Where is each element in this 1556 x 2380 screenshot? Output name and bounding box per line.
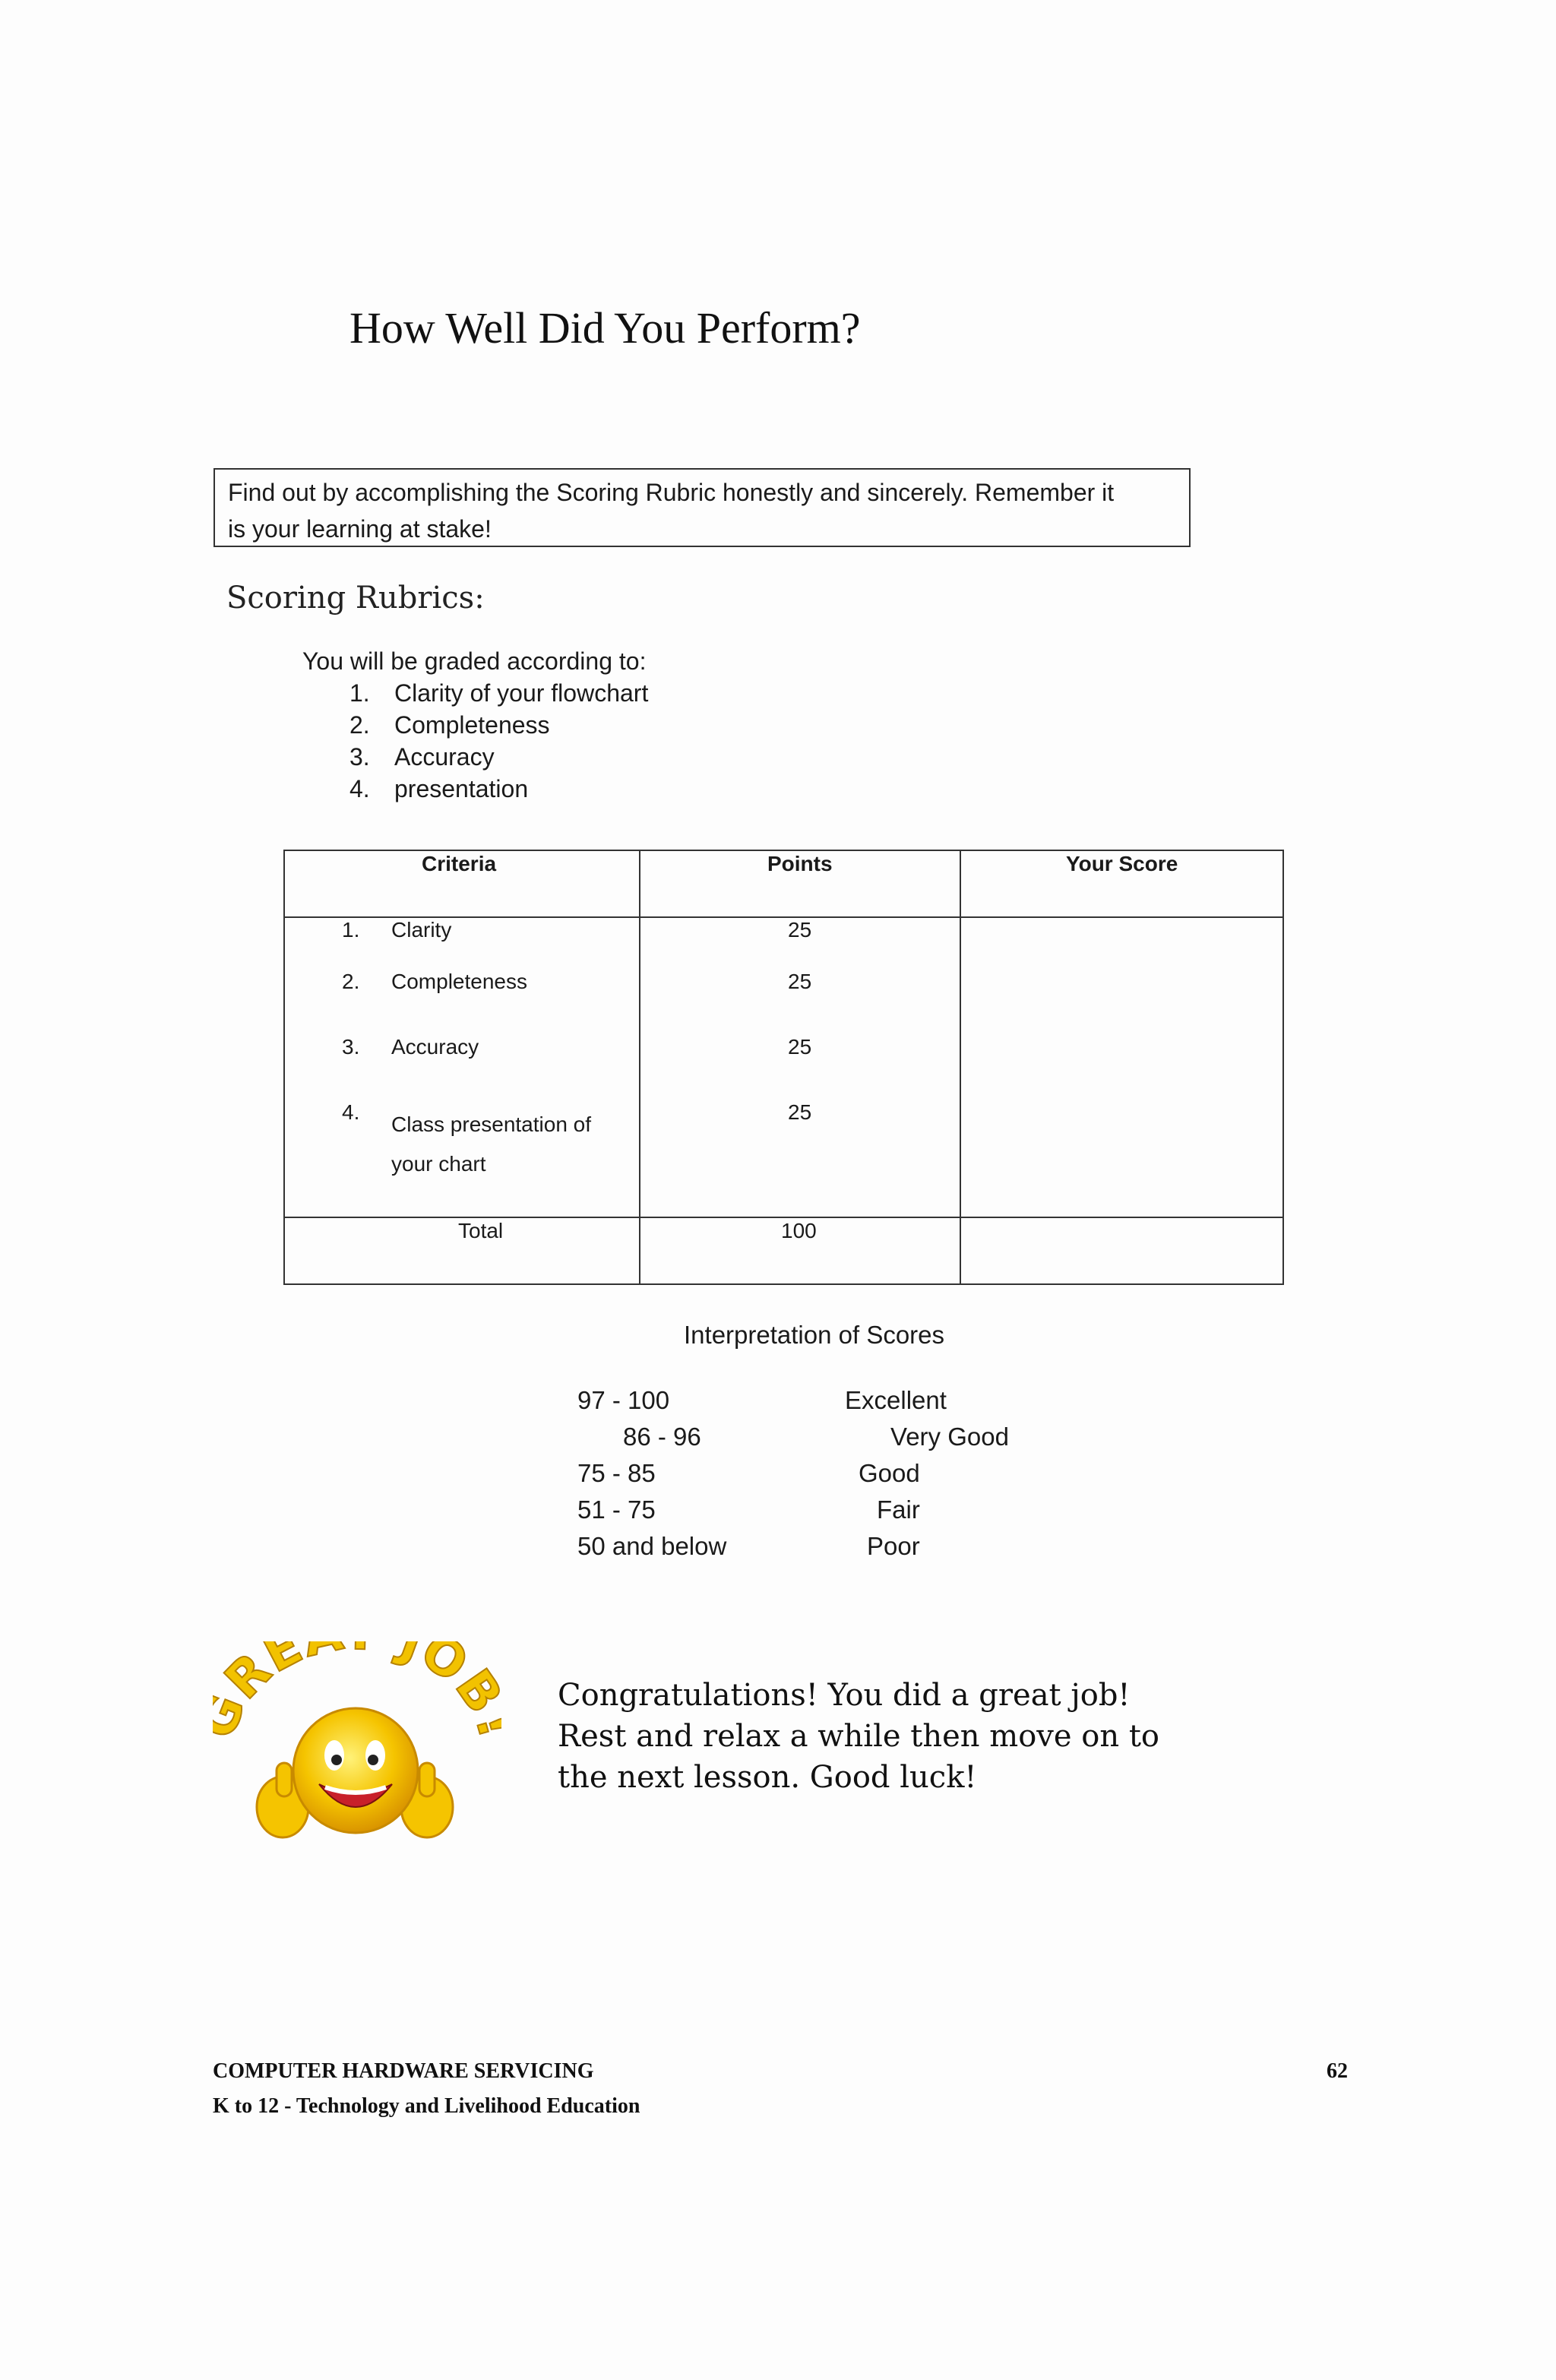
intro-line-2: is your learning at stake! [228, 515, 492, 543]
table-header-criteria: Criteria [422, 852, 497, 875]
score-range: 86 - 96 [623, 1423, 701, 1451]
score-range: 50 and below [577, 1532, 727, 1560]
score-range: 75 - 85 [577, 1459, 656, 1487]
table-row-points: 25 [788, 918, 812, 942]
page-title: How Well Did You Perform? [349, 303, 861, 353]
badge-text: RE JO [213, 1641, 480, 1711]
score-grade: Poor [867, 1532, 920, 1560]
score-grade: Excellent [845, 1386, 947, 1414]
table-total-label: Total [458, 1219, 504, 1242]
table-row-points: 25 [788, 1035, 812, 1059]
table-row-num: 3. [342, 1035, 360, 1059]
congrats-line-2: Rest and relax a while then move on to [558, 1719, 1159, 1754]
criteria-list-num: 4. [349, 775, 370, 802]
criteria-list-num: 1. [349, 679, 370, 707]
table-row-criterion: your chart [391, 1152, 486, 1176]
table-row-points: 25 [788, 970, 812, 993]
table-border [283, 1283, 1284, 1285]
table-header-points: Points [767, 852, 833, 875]
graded-intro: You will be graded according to: [302, 647, 647, 675]
criteria-list-item: presentation [394, 775, 529, 802]
table-row-points: 25 [788, 1100, 812, 1124]
score-range: 97 - 100 [577, 1386, 670, 1414]
table-row-num: 2. [342, 970, 360, 993]
table-row-criterion: Clarity [391, 918, 452, 942]
score-grade: Very Good [890, 1423, 1009, 1451]
interpretation-title: Interpretation of Scores [684, 1321, 945, 1349]
smiley-thumbs-up-icon [213, 1641, 501, 1847]
table-row-num: 1. [342, 918, 360, 942]
table-border [283, 850, 285, 1285]
table-row-criterion: Completeness [391, 970, 527, 993]
table-border [960, 850, 961, 1285]
table-border [639, 850, 640, 1285]
table-row-criterion: Class presentation of [391, 1112, 592, 1136]
score-range: 51 - 75 [577, 1495, 656, 1524]
congrats-line-3: the next lesson. Good luck! [558, 1760, 977, 1795]
footer-program: K to 12 - Technology and Livelihood Education [213, 2094, 640, 2118]
rubrics-heading: Scoring Rubrics: [226, 581, 485, 616]
table-border [283, 850, 1284, 851]
criteria-list-num: 3. [349, 743, 370, 771]
intro-line-1: Find out by accomplishing the Scoring Rubric honestly and sincerely. Remember it [228, 479, 1115, 506]
table-total-points: 100 [781, 1219, 817, 1242]
congrats-line-1: Congratulations! You did a great job! [558, 1678, 1131, 1713]
table-row-criterion: Accuracy [391, 1035, 479, 1059]
footer-subject: COMPUTER HARDWARE SERVICING [213, 2059, 594, 2083]
criteria-list-num: 2. [349, 711, 370, 739]
table-border [283, 1217, 1284, 1218]
score-grade: Good [859, 1459, 920, 1487]
great-job-badge [213, 1641, 501, 1847]
table-border [1282, 850, 1284, 1285]
table-header-score: Your Score [1066, 852, 1178, 875]
table-row-num: 4. [342, 1100, 360, 1124]
criteria-list-item: Completeness [394, 711, 550, 739]
criteria-list-item: Accuracy [394, 743, 495, 771]
page-number: 62 [1327, 2059, 1348, 2083]
criteria-list-item: Clarity of your flowchart [394, 679, 649, 707]
score-grade: Fair [877, 1495, 920, 1524]
